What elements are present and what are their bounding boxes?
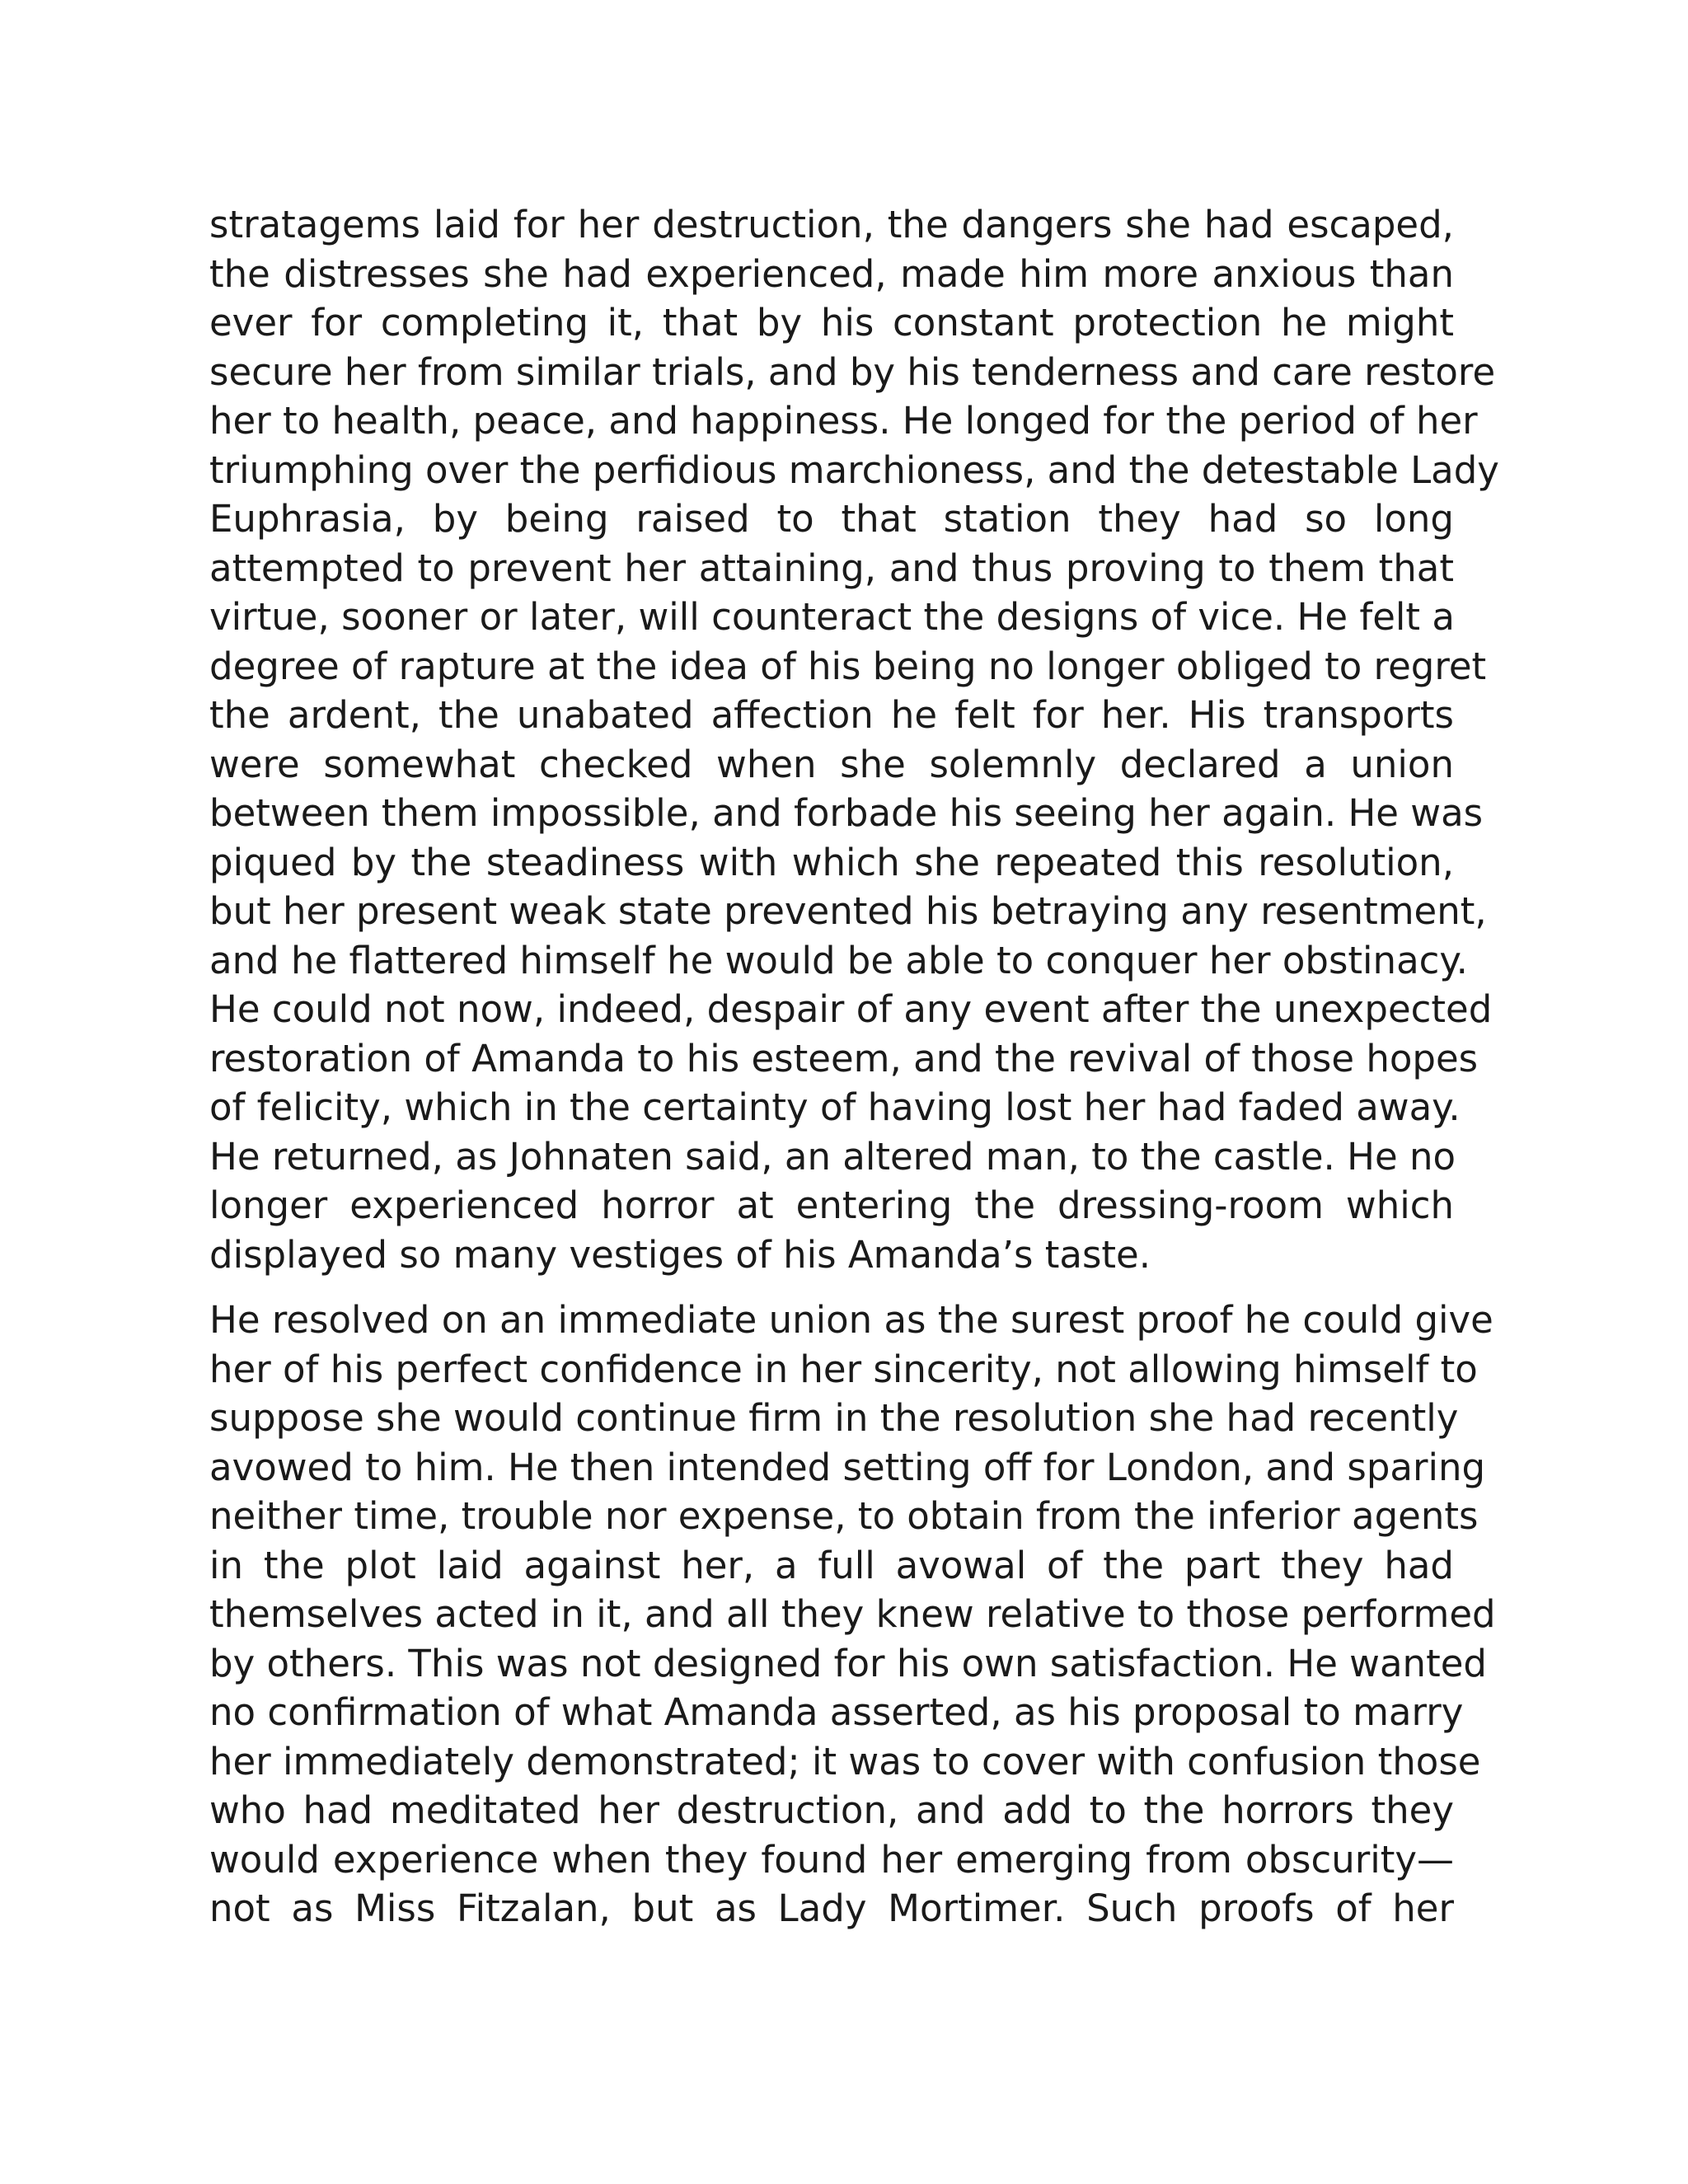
paragraph-2: [209, 1296, 1496, 1933]
text-line: not as Miss Fitzalan, but as Lady Mortimer. Such proofs of her: [209, 1886, 1454, 1930]
text-line: neither time, trouble nor expense, to obtain from the inferior agents: [209, 1494, 1479, 1538]
text-line: her to health, peace, and happiness. He longed for the period of her: [209, 399, 1478, 443]
text-line: in the plot laid against her, a full avowal of the part they had: [209, 1543, 1454, 1587]
text-line: Euphrasia, by being raised to that station they had so long: [209, 497, 1454, 541]
text-line: suppose she would continue firm in the resolution she had recently: [209, 1396, 1459, 1440]
text-line: attempted to prevent her attaining, and thus proving to them that: [209, 546, 1454, 590]
text-line: He resolved on an immediate union as the surest proof he could give: [209, 1298, 1493, 1342]
text-line: her immediately demonstrated; it was to cover with confusion those: [209, 1739, 1481, 1783]
text-line: the distresses she had experienced, made him more anxious than: [209, 251, 1454, 296]
text-line: virtue, sooner or later, will counteract the designs of vice. He felt a: [209, 595, 1455, 639]
text-line: degree of rapture at the idea of his being no longer obliged to regret: [209, 644, 1487, 688]
text-line: stratagems laid for her destruction, the dangers she had escaped,: [209, 203, 1454, 246]
text-line: were somewhat checked when she solemnly declared a union: [209, 742, 1454, 786]
text-line: the ardent, the unabated affection he felt for her. His transports: [209, 693, 1454, 737]
text-line: by others. This was not designed for his own satisfaction. He wanted: [209, 1641, 1487, 1685]
body-text: [209, 200, 1499, 1933]
text-line: ever for completing it, that by his constant protection he might: [209, 301, 1454, 344]
paragraph-1: [209, 200, 1499, 1279]
text-line: and he flattered himself he would be able to conquer her obstinacy.: [209, 938, 1468, 982]
text-line: triumphing over the perfidious marchioness, and the detestable Lady: [209, 448, 1499, 492]
text-line: longer experienced horror at entering the dressing-room which: [209, 1183, 1454, 1227]
text-line: between them impossible, and forbade his seeing her again. He was: [209, 791, 1484, 835]
text-line: her of his perfect confidence in her sincerity, not allowing himself to: [209, 1347, 1478, 1391]
text-line: displayed so many vestiges of his Amanda’s taste.: [209, 1232, 1151, 1277]
text-line: restoration of Amanda to his esteem, and the revival of those hopes: [209, 1036, 1479, 1080]
text-line: avowed to him. He then intended setting off for London, and sparing: [209, 1445, 1486, 1489]
text-line: themselves acted in it, and all they knew relative to those performed: [209, 1592, 1496, 1636]
text-line: He returned, as Johnaten said, an altered man, to the castle. He no: [209, 1134, 1456, 1179]
text-line: of felicity, which in the certainty of having lost her had faded away.: [209, 1085, 1461, 1129]
text-line: no confirmation of what Amanda asserted, as his proposal to marry: [209, 1690, 1464, 1734]
text-line: He could not now, indeed, despair of any event after the unexpected: [209, 987, 1493, 1031]
text-line: secure her from similar trials, and by his tenderness and care restore: [209, 349, 1496, 394]
text-line: would experience when they found her emerging from obscurity—: [209, 1837, 1454, 1882]
text-line: but her present weak state prevented his betraying any resentment,: [209, 889, 1487, 933]
text-line: who had meditated her destruction, and add to the horrors they: [209, 1788, 1454, 1832]
text-line: piqued by the steadiness with which she repeated this resolution,: [209, 840, 1454, 884]
